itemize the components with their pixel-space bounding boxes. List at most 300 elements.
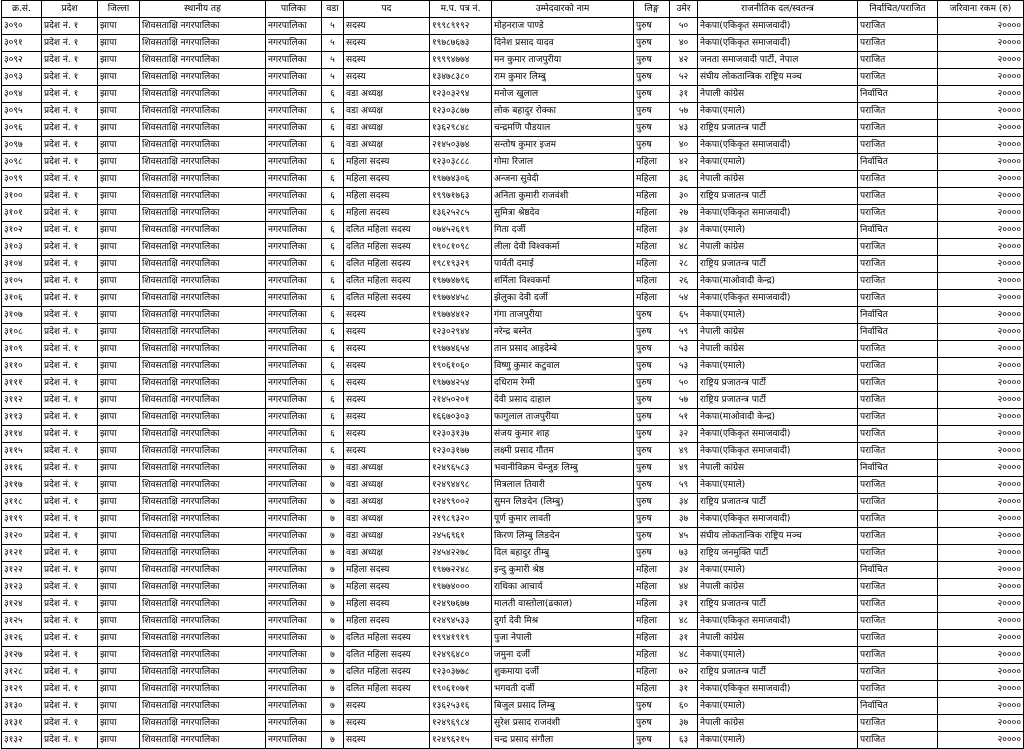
cell-ward: ७ [322,511,344,528]
cell-gender: महिला [634,579,670,596]
cell-province: प्रदेश नं. १ [42,477,98,494]
cell-district: झापा [98,358,140,375]
table-row [2,494,1024,511]
cell-candidate-name: पार्वती दमाई [492,256,634,273]
cell-district: झापा [98,426,140,443]
cell-gender: महिला [634,664,670,681]
cell-province: प्रदेश नं. १ [42,375,98,392]
column-header-municipality-type: पालिका [266,1,322,18]
cell-district: झापा [98,664,140,681]
cell-fine-amount: २०००० [938,52,1024,69]
table-row [2,69,1024,86]
cell-local-level: शिवसताक्षि नगरपालिका [140,256,266,273]
column-header-district: जिल्ला [98,1,140,18]
cell-gender: पुरुष [634,443,670,460]
cell-gender: महिला [634,188,670,205]
cell-result: निर्वाचित [858,222,938,239]
cell-party: नेकपा(एकिकृत समाजवादी) [698,613,858,630]
cell-ward: ५ [322,52,344,69]
cell-province: प्रदेश नं. १ [42,715,98,732]
cell-municipality-type: नगरपालिका [266,528,322,545]
cell-candidate-name: सन्तोष कुमार इजम [492,137,634,154]
cell-fine-amount: २०००० [938,375,1024,392]
cell-local-level: शिवसताक्षि नगरपालिका [140,273,266,290]
cell-party: राष्ट्रिय प्रजातन्त्र पार्टी [698,494,858,511]
table-row [2,154,1024,171]
cell-municipality-type: नगरपालिका [266,613,322,630]
cell-ward: ७ [322,460,344,477]
table-row [2,239,1024,256]
cell-party: नेकपा(माओवादी केन्द्र) [698,409,858,426]
cell-result: पराजित [858,409,938,426]
cell-fine-amount: २०००० [938,290,1024,307]
cell-age: ५३ [670,341,698,358]
cell-province: प्रदेश नं. १ [42,613,98,630]
cell-province: प्रदेश नं. १ [42,681,98,698]
cell-party: नेकपा(एकिकृत समाजवादी) [698,290,858,307]
cell-local-level: शिवसताक्षि नगरपालिका [140,222,266,239]
cell-serial-no: ३०९१ [2,35,42,52]
cell-position: सदस्य [344,69,430,86]
cell-ward: ६ [322,154,344,171]
cell-party: राष्ट्रिय प्रजातन्त्र पार्टी [698,188,858,205]
cell-local-level: शिवसताक्षि नगरपालिका [140,307,266,324]
cell-party: नेपाली कांग्रेस [698,579,858,596]
cell-ward: ६ [322,324,344,341]
cell-candidate-name: झेलुका देवी दर्जी [492,290,634,307]
cell-district: झापा [98,103,140,120]
cell-ballot-no: १२३०२९४४ [430,324,492,341]
cell-province: प्रदेश नं. १ [42,630,98,647]
cell-gender: पुरुष [634,307,670,324]
cell-age: ४४ [670,579,698,596]
cell-result: निर्वाचित [858,698,938,715]
column-header-result: निर्वाचित/पराजित [858,1,938,18]
column-header-ward: वडा [322,1,344,18]
cell-municipality-type: नगरपालिका [266,477,322,494]
cell-gender: पुरुष [634,409,670,426]
cell-serial-no: ३११३ [2,409,42,426]
cell-ward: ७ [322,613,344,630]
cell-fine-amount: २०००० [938,715,1024,732]
table-row [2,222,1024,239]
cell-municipality-type: नगरपालिका [266,120,322,137]
cell-position: दलित महिला सदस्य [344,256,430,273]
table-row [2,443,1024,460]
cell-ballot-no: १२३०३१७७ [430,443,492,460]
header-row [2,1,1024,18]
cell-ward: ५ [322,35,344,52]
cell-municipality-type: नगरपालिका [266,69,322,86]
cell-fine-amount: २०००० [938,460,1024,477]
cell-ballot-no: १२४९६२१५ [430,732,492,749]
cell-serial-no: ३१३० [2,698,42,715]
cell-district: झापा [98,732,140,749]
cell-candidate-name: फागुलाल ताजपुरीया [492,409,634,426]
cell-municipality-type: नगरपालिका [266,392,322,409]
cell-candidate-name: भवानीविक्रम चेम्जुङ लिम्बु [492,460,634,477]
cell-serial-no: ३०९० [2,18,42,35]
cell-age: ४९ [670,443,698,460]
cell-position: महिला सदस्य [344,596,430,613]
cell-position: महिला सदस्य [344,562,430,579]
cell-ward: ७ [322,698,344,715]
cell-gender: महिला [634,256,670,273]
cell-district: झापा [98,324,140,341]
cell-ballot-no: १२४९७६७७ [430,596,492,613]
cell-ward: ७ [322,715,344,732]
cell-serial-no: ३१२६ [2,630,42,647]
cell-gender: पुरुष [634,120,670,137]
cell-serial-no: ३१०२ [2,222,42,239]
table-row [2,613,1024,630]
cell-result: पराजित [858,443,938,460]
cell-party: नेकपा(एकिकृत समाजवादी) [698,35,858,52]
cell-age: ३० [670,188,698,205]
cell-party: नेकपा(एकिकृत समाजवादी) [698,511,858,528]
cell-position: सदस्य [344,324,430,341]
cell-serial-no: ३१२३ [2,579,42,596]
cell-province: प्रदेश नं. १ [42,698,98,715]
cell-age: ५० [670,18,698,35]
cell-party: नेपाली कांग्रेस [698,715,858,732]
cell-district: झापा [98,154,140,171]
cell-ward: ७ [322,664,344,681]
cell-age: ३४ [670,494,698,511]
cell-result: पराजित [858,477,938,494]
cell-fine-amount: २०००० [938,392,1024,409]
cell-party: नेपाली कांग्रेस [698,460,858,477]
cell-local-level: शिवसताक्षि नगरपालिका [140,460,266,477]
cell-local-level: शिवसताक्षि नगरपालिका [140,239,266,256]
cell-province: प्रदेश नं. १ [42,341,98,358]
cell-party: नेपाली कांग्रेस [698,171,858,188]
cell-gender: पुरुष [634,426,670,443]
cell-fine-amount: २०००० [938,545,1024,562]
cell-result: पराजित [858,273,938,290]
cell-district: झापा [98,681,140,698]
cell-ward: ७ [322,681,344,698]
cell-age: ३१ [670,630,698,647]
cell-ballot-no: २४५६९६१ [430,528,492,545]
cell-position: सदस्य [344,409,430,426]
cell-province: प्रदेश नं. १ [42,426,98,443]
cell-local-level: शिवसताक्षि नगरपालिका [140,579,266,596]
cell-serial-no: ३१२८ [2,664,42,681]
cell-age: ३१ [670,596,698,613]
cell-age: ७२ [670,664,698,681]
cell-result: पराजित [858,290,938,307]
cell-fine-amount: २०००० [938,596,1024,613]
cell-party: नेकपा(एकिकृत समाजवादी) [698,18,858,35]
cell-district: झापा [98,205,140,222]
cell-ward: ६ [322,137,344,154]
cell-position: वडा अध्यक्ष [344,477,430,494]
cell-party: राष्ट्रिय प्रजातन्त्र पार्टी [698,120,858,137]
cell-municipality-type: नगरपालिका [266,324,322,341]
cell-serial-no: ३१०९ [2,341,42,358]
cell-fine-amount: २०००० [938,171,1024,188]
column-header-ballot-no: म.प. पत्र नं. [430,1,492,18]
cell-municipality-type: नगरपालिका [266,205,322,222]
cell-district: झापा [98,273,140,290]
cell-district: झापा [98,120,140,137]
cell-ballot-no: १९७७४००० [430,579,492,596]
cell-ward: ६ [322,358,344,375]
cell-fine-amount: २०००० [938,273,1024,290]
cell-result: पराजित [858,715,938,732]
cell-result: पराजित [858,341,938,358]
cell-fine-amount: २०००० [938,732,1024,749]
cell-district: झापा [98,613,140,630]
cell-candidate-name: सुमित्रा श्रेष्ठदेव [492,205,634,222]
cell-municipality-type: नगरपालिका [266,256,322,273]
cell-candidate-name: चन्द्र प्रसाद संगौला [492,732,634,749]
cell-district: झापा [98,290,140,307]
cell-ward: ६ [322,290,344,307]
cell-local-level: शिवसताक्षि नगरपालिका [140,426,266,443]
table-row [2,681,1024,698]
table-row [2,375,1024,392]
cell-age: ५९ [670,324,698,341]
cell-position: वडा अध्यक्ष [344,460,430,477]
cell-fine-amount: २०००० [938,35,1024,52]
cell-age: ३१ [670,681,698,698]
cell-fine-amount: २०००० [938,664,1024,681]
cell-gender: पुरुष [634,18,670,35]
cell-gender: महिला [634,273,670,290]
cell-age: ३४ [670,562,698,579]
cell-ward: ६ [322,222,344,239]
cell-gender: पुरुष [634,358,670,375]
cell-age: ५४ [670,290,698,307]
cell-local-level: शिवसताक्षि नगरपालिका [140,511,266,528]
cell-ward: ६ [322,273,344,290]
cell-candidate-name: गोमा रिजाल [492,154,634,171]
cell-position: दलित महिला सदस्य [344,290,430,307]
cell-age: ४८ [670,239,698,256]
cell-serial-no: ३१२९ [2,681,42,698]
cell-position: सदस्य [344,341,430,358]
cell-ward: ६ [322,392,344,409]
cell-position: वडा अध्यक्ष [344,511,430,528]
table-row [2,647,1024,664]
cell-result: पराजित [858,69,938,86]
cell-local-level: शिवसताक्षि नगरपालिका [140,698,266,715]
cell-province: प्रदेश नं. १ [42,154,98,171]
cell-serial-no: ३०९५ [2,103,42,120]
cell-result: पराजित [858,205,938,222]
candidate-table [1,0,1024,749]
cell-ward: ६ [322,375,344,392]
column-header-fine-amount: जरिवाना रकम (रु) [938,1,1024,18]
cell-age: ५९ [670,477,698,494]
cell-result: पराजित [858,596,938,613]
cell-age: ३४ [670,222,698,239]
cell-ballot-no: २१४५०३७४ [430,137,492,154]
cell-position: दलित महिला सदस्य [344,681,430,698]
cell-fine-amount: २०००० [938,188,1024,205]
cell-district: झापा [98,647,140,664]
cell-candidate-name: मालती वास्तोला(ढकाल) [492,596,634,613]
cell-serial-no: ३१२१ [2,545,42,562]
cell-result: निर्वाचित [858,324,938,341]
column-header-position: पद [344,1,430,18]
cell-province: प्रदेश नं. १ [42,188,98,205]
table-row [2,358,1024,375]
cell-party: नेपाली कांग्रेस [698,86,858,103]
cell-municipality-type: नगरपालिका [266,511,322,528]
cell-age: ६० [670,698,698,715]
cell-serial-no: ३०९८ [2,154,42,171]
cell-province: प्रदेश नं. १ [42,205,98,222]
cell-candidate-name: मन कुमार ताजपुरीया [492,52,634,69]
cell-fine-amount: २०००० [938,477,1024,494]
cell-position: महिला सदस्य [344,205,430,222]
cell-municipality-type: नगरपालिका [266,290,322,307]
cell-ballot-no: १९०८१०९८ [430,239,492,256]
cell-province: प्रदेश नं. १ [42,52,98,69]
cell-province: प्रदेश नं. १ [42,35,98,52]
cell-ballot-no: १२४९६५८३ [430,460,492,477]
cell-province: प्रदेश नं. १ [42,545,98,562]
cell-municipality-type: नगरपालिका [266,579,322,596]
cell-ballot-no: १९७७४६५४ [430,341,492,358]
cell-ballot-no: १९७७४४१२ [430,307,492,324]
cell-candidate-name: लक्ष्मी प्रसाद गौतम [492,443,634,460]
table-row [2,630,1024,647]
cell-candidate-name: पूर्ण कुमार लावती [492,511,634,528]
cell-ward: ७ [322,477,344,494]
cell-ballot-no: १९७७४७९६ [430,273,492,290]
cell-ballot-no: १९७७४२५४ [430,375,492,392]
column-header-age: उमेर [670,1,698,18]
cell-result: पराजित [858,18,938,35]
cell-local-level: शिवसताक्षि नगरपालिका [140,596,266,613]
cell-district: झापा [98,86,140,103]
cell-local-level: शिवसताक्षि नगरपालिका [140,715,266,732]
cell-local-level: शिवसताक्षि नगरपालिका [140,290,266,307]
cell-province: प्रदेश नं. १ [42,18,98,35]
cell-party: नेकपा(एमाले) [698,307,858,324]
cell-position: वडा अध्यक्ष [344,545,430,562]
cell-municipality-type: नगरपालिका [266,426,322,443]
cell-serial-no: ३१०० [2,188,42,205]
table-row [2,596,1024,613]
cell-local-level: शिवसताक्षि नगरपालिका [140,86,266,103]
cell-municipality-type: नगरपालिका [266,681,322,698]
cell-gender: पुरुष [634,341,670,358]
cell-district: झापा [98,409,140,426]
cell-party: नेकपा(एकिकृत समाजवादी) [698,443,858,460]
cell-age: ३७ [670,715,698,732]
table-row [2,35,1024,52]
table-row [2,205,1024,222]
cell-serial-no: ३०९७ [2,137,42,154]
cell-gender: पुरुष [634,494,670,511]
cell-serial-no: ३११५ [2,443,42,460]
cell-ward: ५ [322,69,344,86]
cell-party: नेपाली कांग्रेस [698,324,858,341]
table-row [2,732,1024,749]
table-row [2,664,1024,681]
cell-result: पराजित [858,613,938,630]
cell-fine-amount: २०००० [938,324,1024,341]
cell-province: प्रदेश नं. १ [42,647,98,664]
table-row [2,256,1024,273]
cell-gender: पुरुष [634,392,670,409]
cell-serial-no: ३११२ [2,392,42,409]
cell-ballot-no: १३६२५३१६ [430,698,492,715]
cell-party: नेकपा(एमाले) [698,222,858,239]
cell-municipality-type: नगरपालिका [266,732,322,749]
cell-district: झापा [98,698,140,715]
cell-result: पराजित [858,392,938,409]
cell-result: पराजित [858,256,938,273]
cell-gender: महिला [634,290,670,307]
cell-party: नेकपा(एमाले) [698,358,858,375]
cell-serial-no: ३१२२ [2,562,42,579]
cell-result: पराजित [858,732,938,749]
cell-ballot-no: १९९८९१९२ [430,18,492,35]
table-row [2,137,1024,154]
cell-local-level: शिवसताक्षि नगरपालिका [140,52,266,69]
cell-district: झापा [98,511,140,528]
cell-province: प्रदेश नं. १ [42,562,98,579]
cell-candidate-name: शुकमाया दर्जी [492,664,634,681]
cell-province: प्रदेश नं. १ [42,171,98,188]
cell-ward: ५ [322,18,344,35]
cell-ward: ६ [322,188,344,205]
cell-age: २८ [670,256,698,273]
cell-municipality-type: नगरपालिका [266,409,322,426]
cell-district: झापा [98,222,140,239]
cell-candidate-name: तान प्रसाद आइदेम्बे [492,341,634,358]
cell-party: नेकपा(एमाले) [698,698,858,715]
cell-fine-amount: २०००० [938,562,1024,579]
cell-district: झापा [98,579,140,596]
cell-result: पराजित [858,630,938,647]
cell-municipality-type: नगरपालिका [266,715,322,732]
cell-ward: ६ [322,86,344,103]
cell-municipality-type: नगरपालिका [266,460,322,477]
cell-position: वडा अध्यक्ष [344,137,430,154]
cell-province: प्रदेश नं. १ [42,732,98,749]
table-header [2,1,1024,18]
cell-party: नेपाली कांग्रेस [698,630,858,647]
cell-candidate-name: इन्दु कुमारी श्रेष्ठ [492,562,634,579]
cell-position: दलित महिला सदस्य [344,647,430,664]
cell-district: झापा [98,256,140,273]
cell-result: निर्वाचित [858,460,938,477]
cell-district: झापा [98,18,140,35]
cell-local-level: शिवसताक्षि नगरपालिका [140,392,266,409]
cell-province: प्रदेश नं. १ [42,596,98,613]
table-row [2,171,1024,188]
cell-district: झापा [98,375,140,392]
cell-age: ५३ [670,358,698,375]
table-row [2,273,1024,290]
cell-province: प्रदेश नं. १ [42,103,98,120]
cell-fine-amount: २०००० [938,307,1024,324]
cell-province: प्रदेश नं. १ [42,443,98,460]
cell-district: झापा [98,392,140,409]
cell-serial-no: ३११० [2,358,42,375]
cell-position: सदस्य [344,698,430,715]
cell-local-level: शिवसताक्षि नगरपालिका [140,341,266,358]
cell-result: पराजित [858,375,938,392]
cell-candidate-name: देवी प्रसाद दाहाल [492,392,634,409]
